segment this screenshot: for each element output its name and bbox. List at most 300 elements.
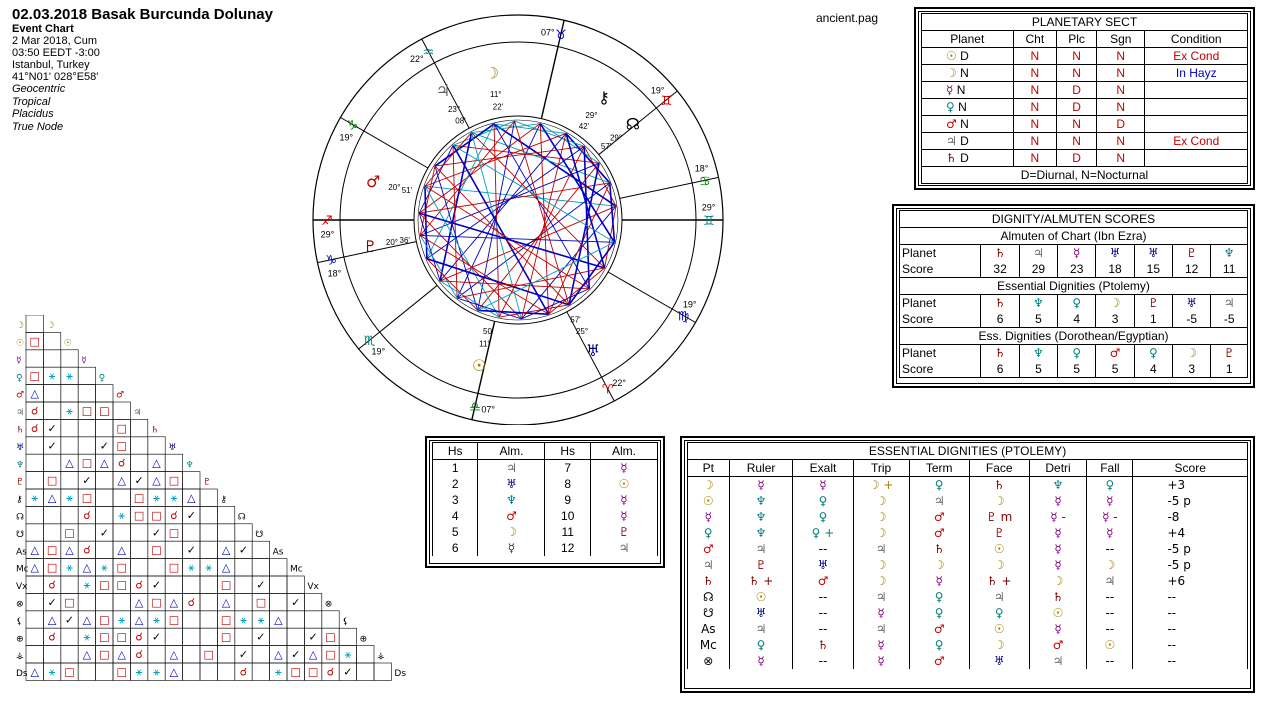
sect-col-cht: Cht bbox=[1013, 31, 1057, 48]
setting-zodiac-type: Tropical bbox=[12, 95, 51, 108]
essential-point-icon: ♂ bbox=[688, 541, 730, 557]
grid-row-label-icon: ⊗ bbox=[16, 599, 24, 610]
wheel-planet-icon: ♂ bbox=[365, 172, 381, 192]
grid-aspect-mark-icon: △ bbox=[117, 543, 126, 557]
sect-sgn-value: N bbox=[1097, 48, 1145, 65]
header-line-time: 03:50 EEDT -3:00 bbox=[12, 47, 100, 59]
grid-aspect-mark-icon: ⚹ bbox=[118, 613, 126, 627]
essential-row bbox=[688, 477, 1248, 494]
grid-cell bbox=[200, 489, 217, 506]
sect-planet-cell bbox=[922, 150, 1014, 167]
sect-row bbox=[922, 150, 1248, 167]
cusp-sign-icon: ♑ bbox=[325, 253, 338, 269]
dignity-score-value: 5 bbox=[1019, 361, 1057, 378]
grid-diag-label-icon: ♇ bbox=[203, 477, 212, 488]
sect-sgn-value: N bbox=[1097, 65, 1145, 82]
essential-cell: -- bbox=[1087, 605, 1133, 621]
sect-planet-cell bbox=[922, 82, 1014, 99]
essential-score: +3 bbox=[1133, 477, 1248, 494]
essential-cell: -- bbox=[1087, 541, 1133, 557]
grid-aspect-mark-icon: ☌ bbox=[135, 630, 143, 644]
wheel-planet-degree: 20° bbox=[388, 182, 401, 192]
sect-sgn-value: N bbox=[1097, 150, 1145, 167]
grid-aspect-mark-icon: □ bbox=[168, 561, 180, 575]
mercury-icon: ☿ bbox=[946, 83, 954, 97]
sect-plc-value: N bbox=[1057, 133, 1097, 150]
grid-diag-label-icon: ⊕ bbox=[359, 634, 368, 645]
sect-planet-value: N bbox=[960, 117, 969, 131]
cusp-degree-label: 22° bbox=[409, 54, 424, 65]
sect-col-sgn: Sgn bbox=[1097, 31, 1145, 48]
dignity-planet-glyph-icon: ♀ bbox=[1134, 345, 1172, 362]
grid-row-label-icon: ⚷ bbox=[16, 495, 23, 506]
sect-plc-value: D bbox=[1057, 150, 1097, 167]
grid-cell bbox=[96, 419, 113, 436]
house-number: 9 bbox=[545, 492, 590, 508]
grid-cell bbox=[43, 524, 60, 541]
grid-cell bbox=[165, 628, 182, 645]
grid-aspect-mark-icon: ☌ bbox=[135, 578, 143, 592]
header-line-place: Istanbul, Turkey bbox=[12, 59, 90, 71]
dignity-section-title: Essential Dignities (Ptolemy) bbox=[900, 278, 1248, 295]
grid-aspect-mark-icon: ✓ bbox=[151, 526, 162, 540]
grid-aspect-mark-icon: ⚹ bbox=[66, 561, 73, 575]
grid-aspect-mark-icon: ☌ bbox=[31, 404, 39, 418]
essential-col-term: Term bbox=[909, 460, 969, 477]
grid-diag-label-icon: ♅ bbox=[168, 442, 177, 453]
grid-aspect-mark-icon: □ bbox=[99, 648, 110, 662]
grid-cell bbox=[183, 663, 200, 680]
sect-condition-value bbox=[1145, 99, 1248, 116]
essential-cell: ☿ bbox=[729, 653, 793, 669]
grid-cell bbox=[78, 663, 95, 680]
grid-cell bbox=[96, 593, 113, 610]
grid-aspect-mark-icon: △ bbox=[82, 648, 92, 662]
house-almuten-icon: ☿ bbox=[590, 492, 657, 508]
sect-row bbox=[922, 48, 1248, 65]
cusp-degree-label: 29° bbox=[701, 202, 716, 213]
grid-aspect-mark-icon: □ bbox=[168, 526, 180, 540]
grid-cell bbox=[287, 576, 304, 593]
house-number: 1 bbox=[433, 460, 478, 477]
house-almuten-icon: ☽ bbox=[478, 524, 545, 540]
grid-cell bbox=[78, 524, 95, 541]
grid-row-label-icon: ♂ bbox=[16, 390, 25, 401]
house-almuten-icon: ♅ bbox=[478, 476, 545, 492]
grid-row-label-icon: Ds bbox=[16, 669, 28, 680]
grid-cell bbox=[113, 402, 130, 419]
essential-cell: ☿ bbox=[1029, 557, 1087, 573]
grid-cell bbox=[26, 437, 43, 454]
grid-cell bbox=[339, 628, 356, 645]
essential-cell: ♀ + bbox=[793, 525, 853, 541]
grid-row-label-icon: ♅ bbox=[16, 442, 25, 453]
dignity-score-value: 12 bbox=[1173, 261, 1211, 278]
grid-diag-label-icon: Ds bbox=[394, 669, 407, 680]
grid-aspect-mark-icon: ⚹ bbox=[257, 613, 265, 627]
grid-cell bbox=[183, 576, 200, 593]
essential-cell: ☽ bbox=[969, 493, 1029, 509]
grid-aspect-mark-icon: ✓ bbox=[134, 474, 144, 488]
grid-row-label-icon: ♇ bbox=[16, 477, 25, 488]
grid-cell bbox=[78, 437, 95, 454]
grid-aspect-mark-icon: □ bbox=[64, 595, 75, 609]
essential-cell: ☉ bbox=[1029, 605, 1087, 621]
grid-aspect-mark-icon: ✓ bbox=[186, 543, 196, 557]
grid-aspect-mark-icon: △ bbox=[47, 491, 57, 505]
dignity-score-value: 1 bbox=[1211, 361, 1248, 378]
house-almuten-panel bbox=[425, 436, 665, 568]
sect-planet-cell bbox=[922, 65, 1014, 82]
essential-point-icon: ♃ bbox=[688, 557, 730, 573]
sect-plc-value: N bbox=[1057, 48, 1097, 65]
grid-row-label-icon: ⊕ bbox=[16, 634, 24, 645]
essential-cell: -- bbox=[793, 605, 853, 621]
essential-cell: ☽ + bbox=[853, 477, 909, 494]
sect-cht-value: N bbox=[1013, 116, 1057, 133]
grid-aspect-mark-icon: □ bbox=[220, 613, 232, 627]
essential-cell: ♂ bbox=[909, 525, 969, 541]
essential-cell: ♇ bbox=[969, 525, 1029, 541]
essential-cell: ♃ bbox=[729, 621, 793, 637]
grid-aspect-mark-icon: △ bbox=[30, 387, 39, 401]
house-number: 10 bbox=[545, 508, 590, 524]
dignity-planet-glyph-icon: ♇ bbox=[1211, 345, 1248, 362]
essential-cell: -- bbox=[793, 621, 853, 637]
dignity-almuten-panel bbox=[892, 204, 1255, 388]
essential-dignities-panel bbox=[680, 436, 1255, 693]
grid-aspect-mark-icon: ☌ bbox=[83, 543, 91, 557]
grid-cell bbox=[26, 315, 43, 332]
sect-plc-value: D bbox=[1057, 99, 1097, 116]
grid-aspect-mark-icon: ☌ bbox=[135, 648, 143, 662]
grid-aspect-mark-icon: □ bbox=[29, 334, 40, 348]
essential-cell: ♆ bbox=[729, 509, 793, 525]
dignity-title: DIGNITY/ALMUTEN SCORES bbox=[900, 211, 1248, 228]
essential-point-icon: ☉ bbox=[688, 493, 730, 509]
cusp-sign-icon: ♏ bbox=[363, 334, 376, 350]
sect-cht-value: N bbox=[1013, 133, 1057, 150]
venus-icon: ♀ bbox=[946, 100, 955, 114]
grid-diag-label-icon: ☊ bbox=[237, 512, 246, 523]
dignity-score-value: 11 bbox=[1211, 261, 1248, 278]
essential-point-icon: ⊗ bbox=[688, 653, 730, 669]
grid-cell bbox=[61, 628, 78, 645]
grid-cell bbox=[165, 576, 182, 593]
grid-cell bbox=[270, 576, 287, 593]
grid-aspect-mark-icon: ⚹ bbox=[66, 404, 73, 418]
essential-cell: ♃ bbox=[853, 541, 909, 557]
grid-aspect-mark-icon: ✓ bbox=[151, 578, 162, 592]
grid-aspect-mark-icon: □ bbox=[46, 543, 58, 557]
grid-cell bbox=[235, 628, 252, 645]
cusp-degree-label: 18° bbox=[694, 163, 709, 174]
essential-cell: ♀ bbox=[729, 637, 793, 653]
dignity-planet-glyph-icon: ♇ bbox=[1173, 245, 1211, 262]
setting-house-system: Placidus bbox=[12, 108, 54, 120]
grid-aspect-mark-icon: △ bbox=[134, 613, 144, 627]
house-number: 7 bbox=[545, 460, 590, 477]
grid-aspect-mark-icon: □ bbox=[220, 578, 232, 592]
wheel-planet-degree: 20° bbox=[385, 238, 398, 248]
essential-cell: ☽ bbox=[853, 509, 909, 525]
essential-cell: ♅ bbox=[969, 653, 1029, 669]
sect-sgn-value: N bbox=[1097, 133, 1145, 150]
grid-cell bbox=[26, 611, 43, 628]
grid-aspect-mark-icon: ⚹ bbox=[100, 561, 108, 575]
essential-cell: ☽ bbox=[853, 557, 909, 573]
essential-cell: ♇ bbox=[729, 557, 793, 573]
grid-aspect-mark-icon: □ bbox=[151, 508, 162, 522]
essential-cell: ♀ bbox=[909, 637, 969, 653]
essential-row bbox=[688, 541, 1248, 557]
dignity-planet-glyph-icon: ♄ bbox=[981, 245, 1019, 262]
dignity-planet-glyph-icon: ♅ bbox=[1134, 245, 1172, 262]
cusp-sign-icon: ♊ bbox=[703, 214, 715, 229]
grid-cell bbox=[217, 663, 234, 680]
grid-cell bbox=[270, 559, 287, 576]
grid-cell bbox=[217, 524, 234, 541]
grid-cell bbox=[61, 419, 78, 436]
essential-cell: ♆ bbox=[729, 525, 793, 541]
essential-cell: ♀ bbox=[909, 605, 969, 621]
essential-col-fall: Fall bbox=[1087, 460, 1133, 477]
essential-row bbox=[688, 605, 1248, 621]
dignity-score-value: 5 bbox=[1019, 311, 1057, 328]
grid-aspect-mark-icon: ⚹ bbox=[153, 613, 160, 627]
grid-aspect-mark-icon: □ bbox=[168, 613, 180, 627]
grid-aspect-mark-icon: ☌ bbox=[83, 508, 91, 522]
grid-aspect-mark-icon: △ bbox=[274, 613, 283, 627]
grid-cell bbox=[61, 576, 78, 593]
essential-row bbox=[688, 621, 1248, 637]
grid-cell bbox=[43, 506, 60, 523]
wheel-planet-icon: ☉ bbox=[472, 355, 487, 375]
essential-col-ruler: Ruler bbox=[729, 460, 793, 477]
essential-cell: ☉ bbox=[969, 541, 1029, 557]
sect-cht-value: N bbox=[1013, 99, 1057, 116]
essential-col-exalt: Exalt bbox=[793, 460, 853, 477]
grid-row-label-icon: ☿ bbox=[16, 355, 22, 366]
essential-row bbox=[688, 557, 1248, 573]
wheel-planet-minute: 36' bbox=[399, 235, 410, 245]
aspect-line bbox=[425, 186, 427, 259]
essential-point-icon: As bbox=[688, 621, 730, 637]
grid-row-label-icon: Mc bbox=[16, 564, 29, 575]
dignity-planet-glyph-icon: ♂ bbox=[1096, 345, 1134, 362]
grid-cell bbox=[61, 472, 78, 489]
grid-aspect-mark-icon: □ bbox=[203, 648, 214, 662]
wheel-planet-minute: 50' bbox=[483, 327, 494, 337]
sect-col-condition: Condition bbox=[1145, 31, 1248, 48]
essential-cell: ♃ bbox=[909, 493, 969, 509]
grid-aspect-mark-icon: ☌ bbox=[170, 508, 178, 522]
dignity-planet-glyph-icon: ☿ bbox=[1058, 245, 1096, 262]
sect-condition-value bbox=[1145, 150, 1248, 167]
dignity-score-value: 23 bbox=[1058, 261, 1096, 278]
grid-aspect-mark-icon: △ bbox=[65, 543, 74, 557]
sect-condition-value bbox=[1145, 82, 1248, 99]
dignity-score-label: Score bbox=[900, 261, 981, 278]
essential-col-pt: Pt bbox=[688, 460, 730, 477]
grid-aspect-mark-icon: □ bbox=[81, 404, 93, 418]
essential-cell: ☽ bbox=[909, 557, 969, 573]
grid-aspect-mark-icon: □ bbox=[99, 613, 110, 627]
essential-cell: ☿ bbox=[1087, 525, 1133, 541]
essential-score: +4 bbox=[1133, 525, 1248, 541]
grid-aspect-mark-icon: ⚹ bbox=[48, 369, 56, 383]
grid-aspect-mark-icon: △ bbox=[169, 595, 179, 609]
essential-cell: ☿ bbox=[853, 637, 909, 653]
dignity-planet-glyph-icon: ♃ bbox=[1211, 295, 1248, 312]
essential-cell: ☿ bbox=[1087, 493, 1133, 509]
grid-aspect-mark-icon: □ bbox=[133, 491, 145, 505]
moon-icon: ☽ bbox=[946, 66, 957, 80]
grid-aspect-mark-icon: ✓ bbox=[291, 595, 301, 609]
dignity-planet-glyph-icon: ♅ bbox=[1096, 245, 1134, 262]
cusp-sign-icon: ♑ bbox=[346, 118, 359, 134]
grid-cell bbox=[304, 593, 321, 610]
grid-cell bbox=[374, 663, 391, 680]
grid-aspect-mark-icon: ✓ bbox=[47, 439, 57, 453]
sect-cht-value: N bbox=[1013, 48, 1057, 65]
grid-row-label-icon: ♀ bbox=[16, 373, 23, 384]
essential-score: -8 bbox=[1133, 509, 1248, 525]
aspect-lines bbox=[419, 121, 616, 319]
grid-row-label-icon: ⚸ bbox=[16, 616, 23, 627]
aspect-line bbox=[425, 133, 472, 187]
sect-plc-value: N bbox=[1057, 116, 1097, 133]
sun-icon: ☉ bbox=[946, 49, 957, 63]
grid-aspect-mark-icon: ✓ bbox=[291, 648, 301, 662]
dignity-score-value: 4 bbox=[1134, 361, 1172, 378]
grid-aspect-mark-icon: ✓ bbox=[343, 665, 353, 679]
grid-aspect-mark-icon: ⚹ bbox=[66, 369, 73, 383]
grid-aspect-mark-icon: ⚹ bbox=[153, 665, 160, 679]
dignity-planet-glyph-icon: ♆ bbox=[1019, 295, 1057, 312]
house-almuten-icon: ☉ bbox=[590, 476, 657, 492]
wheel-planet-icon: ☊ bbox=[625, 114, 641, 134]
essential-cell: ♄ + bbox=[969, 573, 1029, 589]
dignity-planet-glyph-icon: ♀ bbox=[1058, 345, 1096, 362]
essential-point-icon: ☽ bbox=[688, 477, 730, 494]
grid-cell bbox=[183, 611, 200, 628]
grid-aspect-mark-icon: □ bbox=[290, 665, 301, 679]
cusp-sign-icon: ♐ bbox=[321, 214, 333, 229]
grid-aspect-mark-icon: △ bbox=[47, 613, 57, 627]
house-number: 8 bbox=[545, 476, 590, 492]
essential-cell: ☉ bbox=[1087, 637, 1133, 653]
dignity-planet-label: Planet bbox=[900, 345, 981, 362]
grid-diag-label-icon: ⚶ bbox=[377, 651, 385, 662]
wheel-planet-icon: ☽ bbox=[484, 63, 500, 83]
grid-aspect-mark-icon: ⚹ bbox=[66, 491, 73, 505]
grid-cell bbox=[78, 419, 95, 436]
essential-title: ESSENTIAL DIGNITIES (PTOLEMY) bbox=[688, 443, 1248, 460]
grid-diag-label-icon: ♃ bbox=[133, 408, 142, 419]
cusp-degree-label: 19° bbox=[682, 299, 697, 310]
essential-cell: ☉ bbox=[729, 589, 793, 605]
dignity-score-value: 6 bbox=[981, 361, 1019, 378]
essential-cell: ☿ bbox=[853, 653, 909, 669]
house-row bbox=[433, 508, 658, 524]
grid-aspect-mark-icon: □ bbox=[307, 665, 319, 679]
dignity-section-title: Ess. Dignities (Dorothean/Egyptian) bbox=[900, 328, 1248, 345]
sect-condition-value: Ex Cond bbox=[1145, 48, 1248, 65]
cusp-sign-icon: ♋ bbox=[698, 174, 711, 190]
grid-cell bbox=[322, 611, 339, 628]
sect-planet-value: D bbox=[960, 49, 969, 63]
sect-row bbox=[922, 82, 1248, 99]
grid-cell bbox=[26, 576, 43, 593]
essential-score: -- bbox=[1133, 589, 1248, 605]
grid-aspect-mark-icon: ✓ bbox=[99, 439, 109, 453]
aspect-grid bbox=[12, 315, 408, 697]
dignity-score-value: 5 bbox=[1058, 361, 1096, 378]
essential-cell: ☽ bbox=[969, 637, 1029, 653]
grid-aspect-mark-icon: □ bbox=[116, 439, 127, 453]
grid-cell bbox=[217, 646, 234, 663]
grid-aspect-mark-icon: □ bbox=[46, 474, 58, 488]
essential-cell: ☽ bbox=[853, 525, 909, 541]
grid-row-label-icon: ☊ bbox=[16, 512, 24, 523]
cusp-sign-icon: ♍ bbox=[677, 309, 690, 325]
cusp-sign-icon: ♈ bbox=[601, 382, 614, 398]
essential-col-face: Face bbox=[969, 460, 1029, 477]
chart-header bbox=[12, 6, 312, 133]
sect-plc-value: D bbox=[1057, 82, 1097, 99]
wheel-planet-minute: 57' bbox=[600, 142, 612, 152]
grid-cell bbox=[26, 472, 43, 489]
house-row bbox=[433, 460, 658, 477]
essential-cell: ☿ bbox=[729, 477, 793, 494]
essential-col-score: Score bbox=[1133, 460, 1248, 477]
dignity-score-value: 4 bbox=[1058, 311, 1096, 328]
cusp-degree-label: 19° bbox=[339, 132, 354, 143]
wheel-planet-degree: 29° bbox=[609, 133, 623, 143]
grid-row-label-icon: Vx bbox=[16, 582, 28, 593]
house-col-hs-2: Hs bbox=[545, 443, 590, 460]
aspect-line bbox=[425, 186, 616, 206]
grid-aspect-mark-icon: ⚹ bbox=[187, 561, 195, 575]
grid-aspect-mark-icon: □ bbox=[64, 526, 75, 540]
cusp-degree-label: 07° bbox=[481, 404, 495, 415]
essential-cell: ☿ bbox=[909, 573, 969, 589]
grid-aspect-mark-icon: □ bbox=[64, 665, 75, 679]
essential-cell: ♀ bbox=[969, 605, 1029, 621]
grid-cell bbox=[270, 628, 287, 645]
header-line-date: 2 Mar 2018, Cum bbox=[12, 35, 97, 47]
mars-icon: ♂ bbox=[946, 117, 957, 131]
grid-cell bbox=[287, 611, 304, 628]
grid-diag-label-icon: ☿ bbox=[81, 355, 87, 366]
grid-aspect-mark-icon: △ bbox=[169, 665, 179, 679]
grid-aspect-mark-icon: △ bbox=[82, 613, 92, 627]
grid-cell bbox=[200, 611, 217, 628]
grid-aspect-mark-icon: ⚹ bbox=[170, 491, 178, 505]
cusp-degree-label: 29° bbox=[320, 229, 335, 240]
essential-cell: ♃ bbox=[853, 589, 909, 605]
sect-footer: D=Diurnal, N=Nocturnal bbox=[922, 167, 1248, 184]
grid-cell bbox=[287, 628, 304, 645]
grid-cell bbox=[26, 506, 43, 523]
dignity-planet-label: Planet bbox=[900, 245, 981, 262]
grid-aspect-mark-icon: □ bbox=[116, 561, 127, 575]
grid-aspect-mark-icon: △ bbox=[308, 648, 318, 662]
grid-cell bbox=[235, 576, 252, 593]
grid-aspect-mark-icon: □ bbox=[46, 561, 58, 575]
essential-cell: -- bbox=[1087, 621, 1133, 637]
